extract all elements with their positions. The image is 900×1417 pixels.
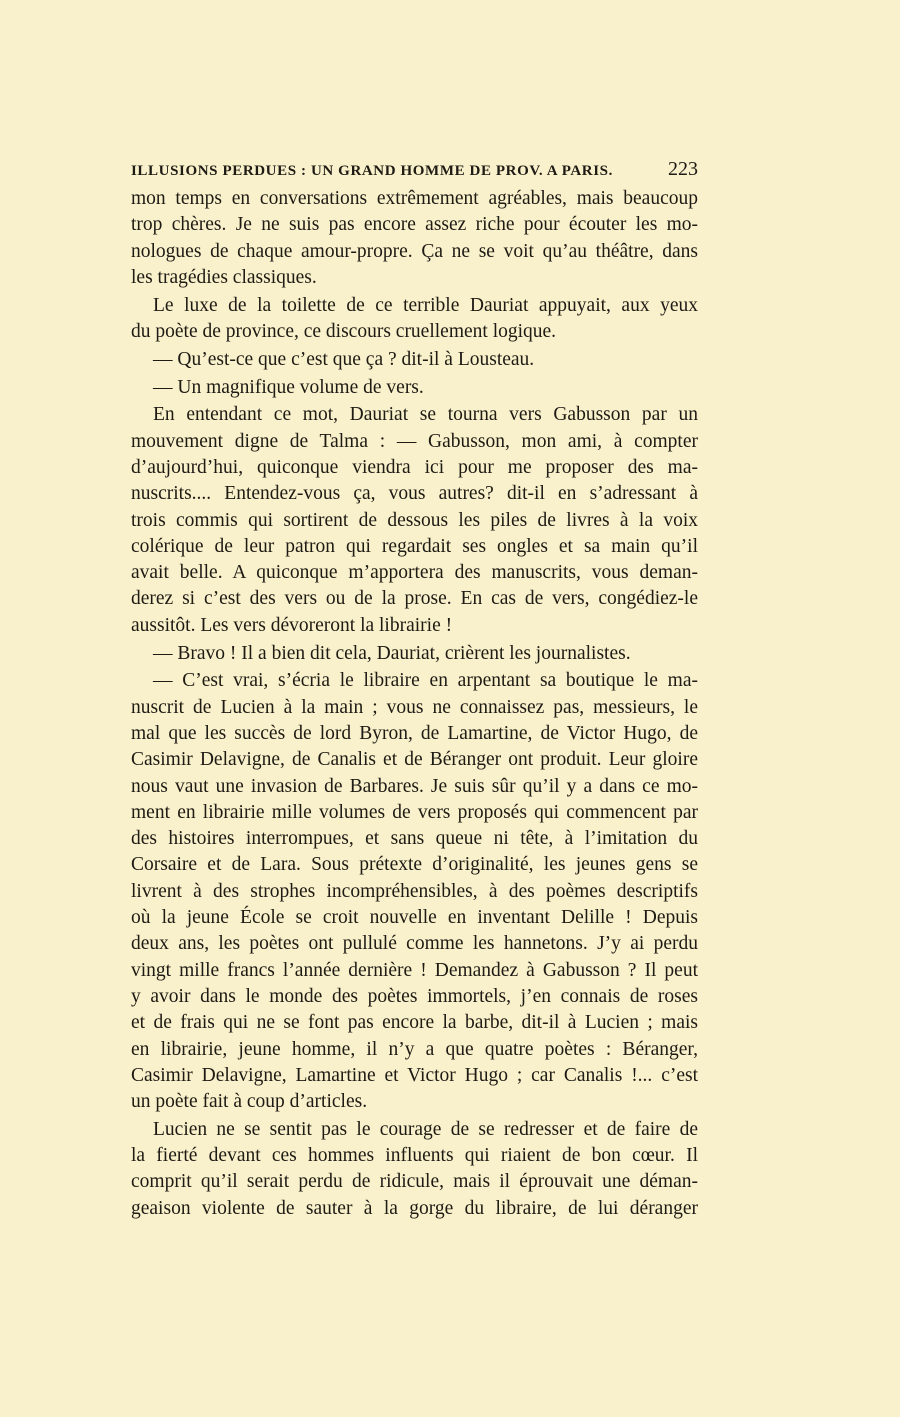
text-line: la fierté devant ces hommes influents qui riaient de bon cœur. Il <box>131 1145 698 1167</box>
text-line: mon temps en conversations extrêmement agréables, mais beaucoup <box>131 188 698 209</box>
text-line: du poète de province, ce discours cruellement logique. <box>131 320 557 342</box>
text-line: ment en librairie mille volumes de vers proposés qui commencent par <box>131 801 698 823</box>
text-line: mouvement digne de Talma : — Gabusson, mon ami, à compter <box>131 430 698 452</box>
text-line: des histoires interrompues, et sans queue ni tête, à l’imitation du <box>131 828 698 850</box>
text-line: comprit qu’il serait perdu de ridicule, mais il éprouvait une déman- <box>131 1171 698 1193</box>
running-header <box>131 158 698 186</box>
text-line: livrent à des strophes incompréhensibles, à des poèmes descriptifs <box>131 880 698 902</box>
text-line: Casimir Delavigne, Lamartine et Victor Hugo ; car Canalis !... c’est <box>131 1064 698 1086</box>
text-line: nuscrits.... Entendez-vous ça, vous autres? dit-il en s’adressant à <box>131 483 698 505</box>
text-line: En entendant ce mot, Dauriat se tourna vers Gabusson par un <box>153 404 698 426</box>
paragraph <box>131 1117 698 1222</box>
text-line: geaison violente de sauter à la gorge du libraire, de lui déranger <box>131 1197 698 1219</box>
text-line: derez si c’est des vers ou de la prose. En cas de vers, congédiez-le <box>131 588 698 610</box>
paragraph <box>131 641 698 667</box>
text-line: et de frais qui ne se font pas encore la barbe, dit-il à Lucien ; mais <box>131 1012 698 1034</box>
text-line: un poète fait à coup d’articles. <box>131 1091 368 1113</box>
paragraph-gap <box>131 1222 698 1224</box>
text-line: les tragédies classiques. <box>131 266 317 288</box>
text-line: en librairie, jeune homme, il n’y a que quatre poètes : Béranger, <box>131 1038 698 1060</box>
body-text <box>131 186 698 1224</box>
text-line: colérique de leur patron qui regardait ses ongles et sa main qu’il <box>131 535 698 557</box>
text-line: nous vaut une invasion de Barbares. Je suis sûr qu’il y a dans ce mo- <box>131 775 698 797</box>
text-line: y avoir dans le monde des poètes immortels, j’en connais de roses <box>131 985 698 1007</box>
paragraph <box>131 668 698 1115</box>
text-line: d’aujourd’hui, quiconque viendra ici pour me proposer des ma- <box>131 456 698 478</box>
text-line: avait belle. A quiconque m’apportera des manuscrits, vous deman- <box>131 562 698 584</box>
paragraph <box>131 402 698 639</box>
text-line: nologues de chaque amour-propre. Ça ne se voit qu’au théâtre, dans <box>131 240 698 262</box>
text-line: deux ans, les poètes ont pullulé comme les hannetons. J’y ai perdu <box>131 933 698 955</box>
text-line: aussitôt. Les vers dévoreront la librairie ! <box>131 614 453 636</box>
text-line: trois commis qui sortirent de dessous les piles de livres à la voix <box>131 509 698 531</box>
text-line: — Un magnifique volume de vers. <box>153 376 424 398</box>
page-number: 223 <box>668 158 698 180</box>
text-line: — C’est vrai, s’écria le libraire en arpentant sa boutique le ma- <box>153 670 698 692</box>
paragraph <box>131 347 698 373</box>
paragraph <box>131 186 698 291</box>
text-line: nuscrit de Lucien à la main ; vous ne connaissez pas, messieurs, le <box>131 696 698 718</box>
running-title: ILLUSIONS PERDUES : UN GRAND HOMME DE PROV. A PARIS. <box>131 163 613 179</box>
text-line: — Bravo ! Il a bien dit cela, Dauriat, crièrent les journalistes. <box>153 642 631 664</box>
text-line: Casimir Delavigne, de Canalis et de Béranger ont produit. Leur gloire <box>131 749 698 771</box>
text-line: où la jeune École se croit nouvelle en inventant Delille ! Depuis <box>131 907 698 929</box>
paragraph <box>131 375 698 401</box>
text-line: Le luxe de la toilette de ce terrible Dauriat appuyait, aux yeux <box>153 294 698 316</box>
text-line: Lucien ne se sentit pas le courage de se redresser et de faire de <box>153 1118 698 1140</box>
text-line: — Qu’est-ce que c’est que ça ? dit-il à Lousteau. <box>153 348 535 370</box>
text-line: Corsaire et de Lara. Sous prétexte d’originalité, les jeunes gens se <box>131 854 698 876</box>
text-line: vingt mille francs l’année dernière ! Demandez à Gabusson ? Il peut <box>131 959 698 981</box>
book-page <box>131 158 698 1224</box>
paragraph <box>131 293 698 346</box>
text-line: trop chères. Je ne suis pas encore assez riche pour écouter les mo- <box>131 214 698 236</box>
text-line: mal que les succès de lord Byron, de Lamartine, de Victor Hugo, de <box>131 722 698 744</box>
